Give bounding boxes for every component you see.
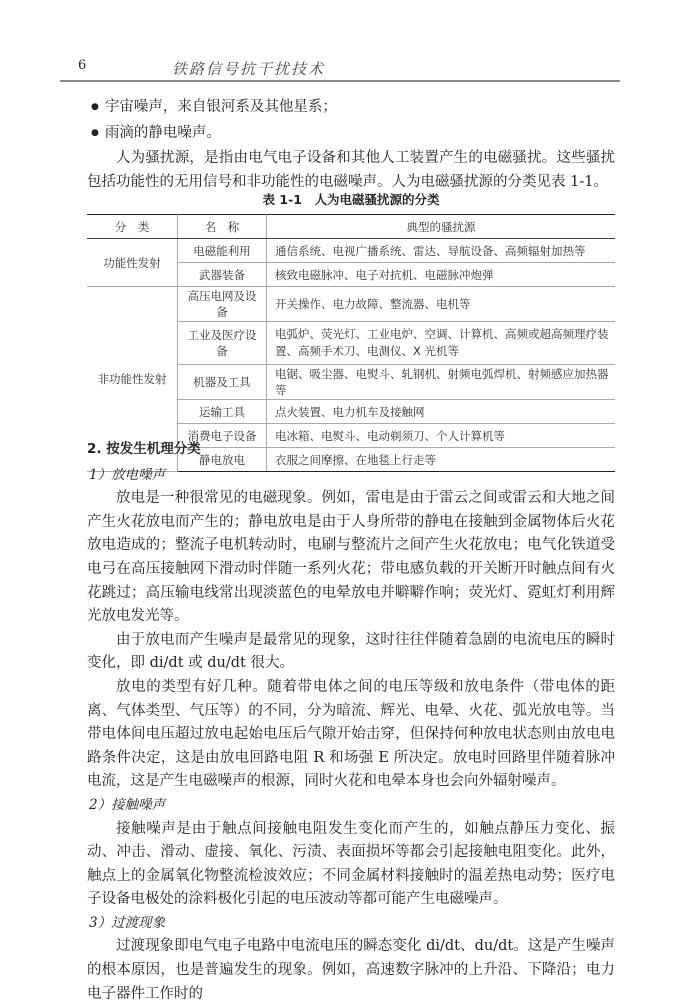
name-cell: 武器装备 xyxy=(178,263,267,287)
paragraph: 由于放电而产生噪声是最常见的现象，这时往往伴随着急剧的电流电压的瞬时变化，即 di/dt 或 du/dt 很大。 xyxy=(87,631,615,672)
sources-cell: 电锯、吸尘器、电熨斗、轧钢机、射频电弧焊机、射频感应加热器等 xyxy=(267,365,616,400)
bullet-item: ● 宇宙噪声，来自银河系及其他星系； xyxy=(87,96,615,122)
bullet-item: ● 雨滴的静电噪声。 xyxy=(87,122,615,148)
table-row xyxy=(87,239,615,263)
sources-cell: 电冰箱、电熨斗、电动剃须刀、个人计算机等 xyxy=(267,424,616,448)
column-header: 名 称 xyxy=(178,215,267,239)
name-cell: 机器及工具 xyxy=(178,365,267,400)
intro-block xyxy=(87,96,615,194)
subsection-heading: 1）放电噪声 xyxy=(89,466,166,483)
sources-cell: 点火装置、电力机车及接触网 xyxy=(267,400,616,424)
name-cell: 工业及医疗设备 xyxy=(178,322,267,365)
name-cell: 高压电网及设备 xyxy=(178,287,267,322)
intro-paragraph: 人为骚扰源，是指由电气电子设备和其他人工装置产生的电磁骚扰。这些骚扰包括功能性的无用信号和非功能性的电磁噪声。人为电磁骚扰源的分类见表 1-1。 xyxy=(87,150,615,190)
sources-cell: 衣服之间摩擦、在地毯上行走等 xyxy=(267,448,616,472)
page-number: 6 xyxy=(78,58,87,73)
interference-source-table xyxy=(87,214,615,472)
sources-cell: 电弧炉、荧光灯、工业电炉、空调、计算机、高频或超高频理疗装置、高频手术刀、电测仪、X 光机等 xyxy=(267,322,616,365)
paragraph: 过渡现象即电气电子电路中电流电压的瞬态变化 di/dt、du/dt。这是产生噪声的根本原因，也是普遍发生的现象。例如，高速数字脉冲的上升沿、下降沿；电力电子器件工作时的 xyxy=(87,938,615,1002)
paragraph: 放电是一种很常见的电磁现象。例如，雷电是由于雷云之间或雷云和大地之间产生火花放电而产生的；静电放电是由于人身所带的静电在接触到金属物体后火花放电造成的；整流子电机转动时，电刷与整流片之间产生火花放电；电气化铁道受电弓在高压接触网下滑动时伴随一系列火花；带电感负载的开关断开时触点间有火花跳过；高压输电线常出现淡蓝色的电晕放电并噼噼作响；荧光灯、霓虹灯利用辉光放电发光等。 xyxy=(87,490,615,625)
category-cell: 功能性发射 xyxy=(87,239,178,287)
paragraph: 接触噪声是由于触点间接触电阻发生变化而产生的，如触点静压力变化、振动、冲击、滑动、虚接、氧化、污渍、表面损坏等都会引起接触电阻变化。此外，触点上的金属氧化物整流检波效应；不同金属材料接触时的温差热电动势；医疗电子设备电极处的涂料极化引起的电压波动等都可能产生电磁噪声。 xyxy=(87,820,615,908)
column-header: 分 类 xyxy=(87,215,178,239)
section-heading: 2. 按发生机理分类 xyxy=(87,441,201,457)
table-row xyxy=(87,287,615,322)
category-cell: 非功能性发射 xyxy=(87,287,178,472)
running-header xyxy=(60,56,620,84)
table-caption: 表 1-1 人为电磁骚扰源的分类 xyxy=(262,192,440,207)
name-cell: 静电放电 xyxy=(178,448,267,472)
sources-cell: 开关操作、电力故障、整流器、电机等 xyxy=(267,287,616,322)
name-cell: 电磁能利用 xyxy=(178,239,267,263)
paragraph: 放电的类型有好几种。随着带电体之间的电压等级和放电条件（带电体的距离、气体类型、气压等）的不同，分为暗流、辉光、电晕、火花、弧光放电等。当带电体间电压超过放电起始电压后气隙开始击穿，但保持何种放电状态则由放电电路条件决定，这是由放电回路电阻 R 和场强 E 所决定。放电时回路里伴随着脉冲电流，这是产生电磁噪声的根源，同时火花和电晕本身也会向外辐射噪声。 xyxy=(87,678,615,790)
name-cell: 消费电子设备 xyxy=(178,424,267,448)
header-rule xyxy=(60,80,620,82)
section-2 xyxy=(87,438,615,1006)
name-cell: 运输工具 xyxy=(178,400,267,424)
table-header-row xyxy=(87,215,615,239)
sources-cell: 核致电磁脉冲、电子对抗机、电磁脉冲炮弹 xyxy=(267,263,616,287)
subsection-heading: 3）过渡现象 xyxy=(89,914,166,931)
column-header: 典型的骚扰源 xyxy=(267,215,616,239)
subsection-heading: 2）接触噪声 xyxy=(89,796,166,813)
sources-cell: 通信系统、电视广播系统、雷达、导航设备、高频辐射加热等 xyxy=(267,239,616,263)
book-title: 铁路信号抗干扰技术 xyxy=(172,60,326,78)
